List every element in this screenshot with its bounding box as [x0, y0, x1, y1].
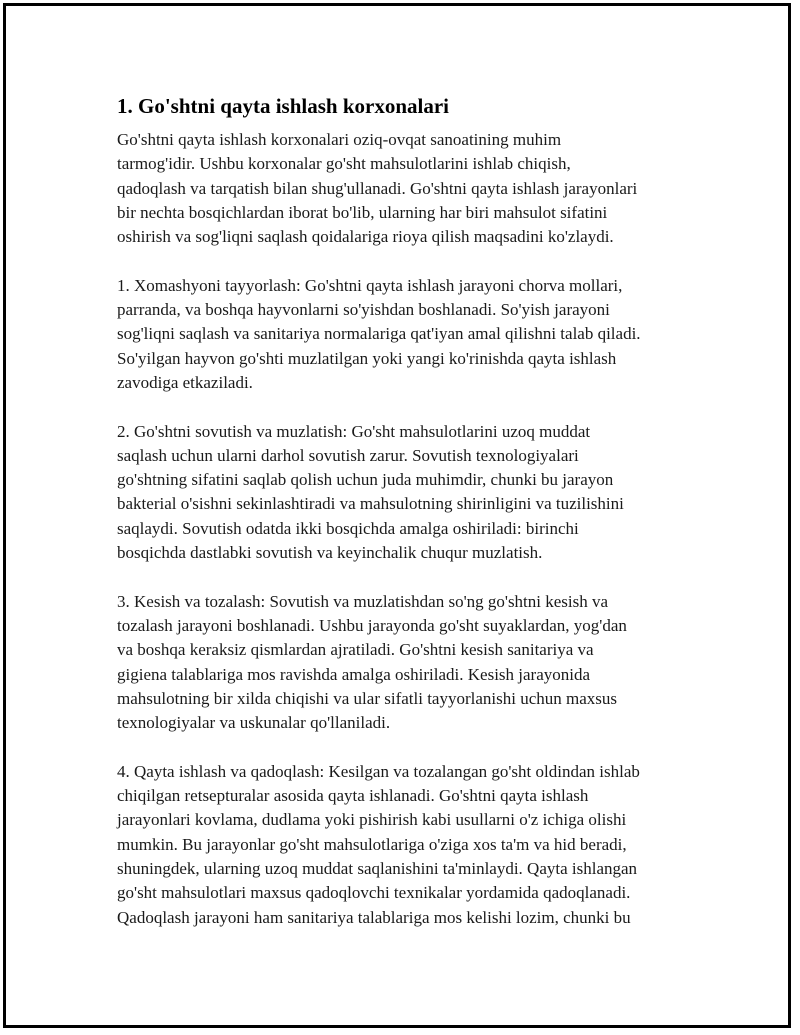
- section-2-paragraph: [117, 420, 697, 566]
- paragraph-line: 1. Xomashyoni tayyorlash: Go'shtni qayta ishlash jarayoni chorva mollari,: [117, 275, 623, 295]
- paragraph-line: parranda, va boshqa hayvonlarni so'yishdan boshlanadi. So'yish jarayoni: [117, 300, 610, 320]
- paragraph-line: tozalash jarayoni boshlanadi. Ushbu jarayonda go'sht suyaklardan, yog'dan: [117, 615, 627, 635]
- document-body: [117, 92, 697, 954]
- paragraph-line: 2. Go'shtni sovutish va muzlatish: Go'sht mahsulotlarini uzoq muddat: [117, 421, 591, 441]
- paragraph-line: bakterial o'sishni sekinlashtiradi va mahsulotning shirinligini va tuzilishini: [117, 494, 624, 514]
- paragraph-line: va boshqa keraksiz qismlardan ajratiladi. Go'shtni kesish sanitariya va: [117, 640, 594, 660]
- paragraph-line: 4. Qayta ishlash va qadoqlash: Kesilgan va tozalangan go'sht oldindan ishlab: [117, 761, 640, 781]
- paragraph-line: 3. Kesish va tozalash: Sovutish va muzlatishdan so'ng go'shtni kesish va: [117, 591, 609, 611]
- paragraph-line: zavodiga etkaziladi.: [117, 372, 253, 392]
- paragraph-line: Qadoqlash jarayoni ham sanitariya talablariga mos kelishi lozim, chunki bu: [117, 907, 631, 927]
- paragraph-line: qadoqlash va tarqatish bilan shug'ullanadi. Go'shtni qayta ishlash jarayonlari: [117, 178, 638, 198]
- intro-paragraph: [117, 128, 697, 249]
- paragraph-line: gigiena talablariga mos ravishda amalga oshiriladi. Kesish jarayonida: [117, 664, 591, 684]
- paragraph-line: bir nechta bosqichlardan iborat bo'lib, ularning har biri mahsulot sifatini: [117, 202, 608, 222]
- section-1-paragraph: [117, 274, 697, 395]
- paragraph-line: shuningdek, ularning uzoq muddat saqlanishini ta'minlaydi. Qayta ishlangan: [117, 858, 638, 878]
- paragraph-line: tarmog'idir. Ushbu korxonalar go'sht mahsulotlarini ishlab chiqish,: [117, 154, 571, 174]
- paragraph-line: sog'liqni saqlash va sanitariya normalariga qat'iyan amal qilishni talab qiladi.: [117, 324, 641, 344]
- paragraph-line: chiqilgan retsepturalar asosida qayta ishlanadi. Go'shtni qayta ishlash: [117, 786, 589, 806]
- paragraph-line: texnologiyalar va uskunalar qo'llaniladi.: [117, 713, 391, 733]
- paragraph-line: mahsulotning bir xilda chiqishi va ular sifatli tayyorlanishi uchun maxsus: [117, 688, 618, 708]
- paragraph-line: jarayonlari kovlama, dudlama yoki pishirish kabi usullarni o'z ichiga olishi: [117, 810, 627, 830]
- paragraph-line: go'shtning sifatini saqlab qolish uchun juda muhimdir, chunki bu jarayon: [117, 470, 614, 490]
- section-4-paragraph: [117, 760, 697, 930]
- section-3-paragraph: [117, 590, 697, 736]
- paragraph-line: So'yilgan hayvon go'shti muzlatilgan yoki yangi ko'rinishda qayta ishlash: [117, 348, 617, 368]
- paragraph-line: bosqichda dastlabki sovutish va keyinchalik chuqur muzlatish.: [117, 543, 543, 563]
- paragraph-line: mumkin. Bu jarayonlar go'sht mahsulotlariga o'ziga xos ta'm va hid beradi,: [117, 834, 627, 854]
- paragraph-line: go'sht mahsulotlari maxsus qadoqlovchi texnikalar yordamida qadoqlanadi.: [117, 883, 631, 903]
- paragraph-line: Go'shtni qayta ishlash korxonalari oziq-ovqat sanoatining muhim: [117, 130, 562, 149]
- paragraph-line: saqlaydi. Sovutish odatda ikki bosqichda amalga oshiriladi: birinchi: [117, 518, 579, 538]
- paragraph-line: saqlash uchun ularni darhol sovutish zarur. Sovutish texnologiyalari: [117, 445, 579, 465]
- page-title: 1. Go'shtni qayta ishlash korxonalari: [117, 94, 449, 118]
- paragraph-line: oshirish va sog'liqni saqlash qoidalariga rioya qilish maqsadini ko'zlaydi.: [117, 227, 614, 247]
